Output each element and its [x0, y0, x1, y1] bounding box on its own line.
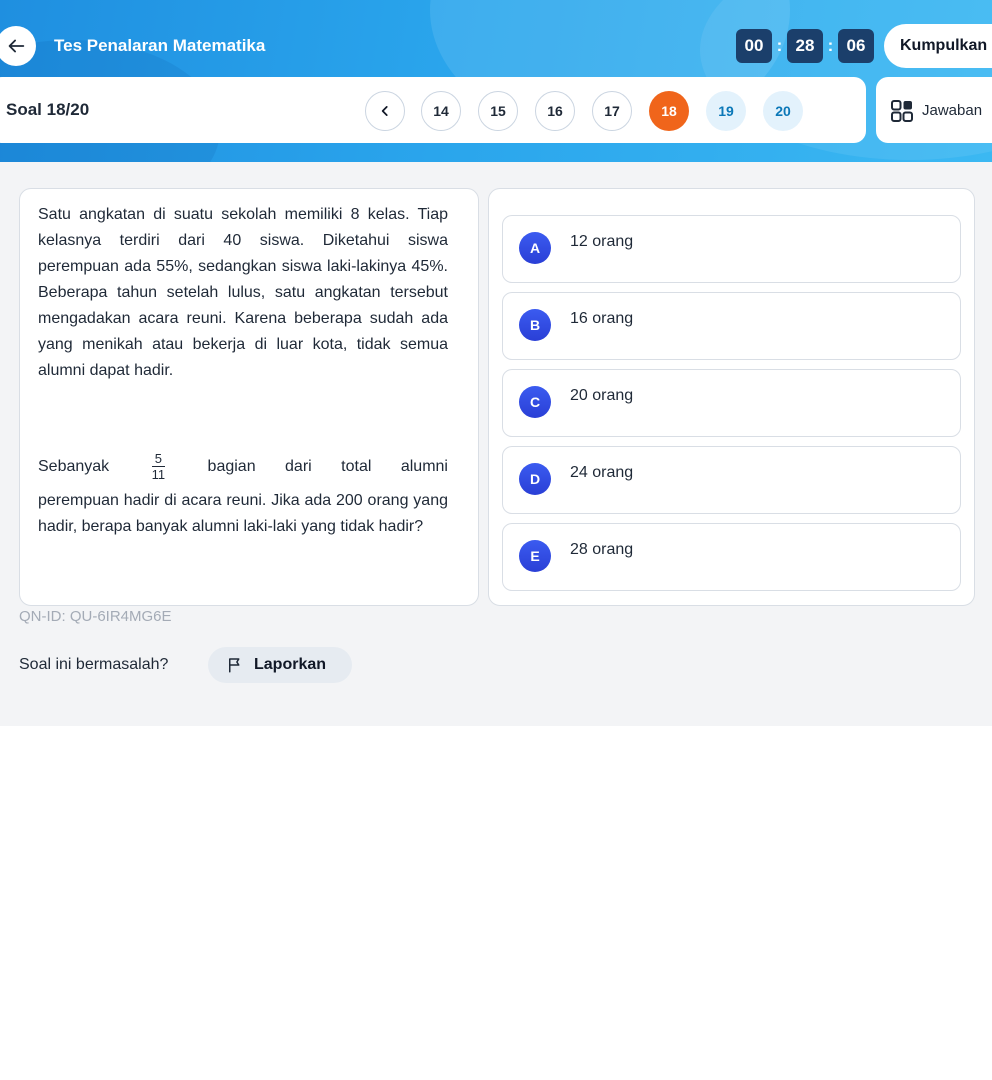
- question-paragraph-1: Satu angkatan di suatu sekolah memiliki 8 kelas. Tiap kelasnya terdiri dari 40 siswa. Diketahui siswa perempuan ada 55%, sedangkan siswa laki-lakinya 45%. Beberapa tahun setelah lulus, satu angkatan tersebut mengadakan acara reuni. Karena beberapa sudah ada yang menikah atau bekerja di luar kota, tidak semua alumni dapat hadir.: [38, 206, 448, 379]
- question-word: Sebanyak: [38, 458, 110, 475]
- arrow-left-icon: [5, 35, 27, 57]
- option-text: 12 orang: [570, 233, 634, 250]
- flag-icon: [226, 656, 244, 674]
- question-counter: Soal 18/20: [6, 100, 90, 119]
- prev-question-button[interactable]: [365, 91, 405, 131]
- fraction-denominator: 11: [151, 467, 166, 482]
- question-number-14[interactable]: 14: [421, 91, 461, 131]
- grid-icon: [890, 99, 914, 123]
- question-paragraph-2-rest: perempuan hadir di acara reuni. Jika ada 200 orang yang hadir, berapa banyak alumni laki-laki yang tidak hadir?: [38, 492, 448, 535]
- timer-seconds: 06: [838, 29, 874, 63]
- option-text: 20 orang: [570, 387, 634, 404]
- option-letter-badge: C: [519, 386, 551, 418]
- fraction-numerator: 5: [152, 452, 165, 467]
- chevron-left-icon: [378, 104, 392, 118]
- option-c[interactable]: [502, 369, 961, 437]
- report-label: Laporkan: [254, 656, 327, 673]
- option-text: 28 orang: [570, 541, 634, 558]
- timer-minutes: 28: [787, 29, 823, 63]
- countdown-timer: [736, 29, 874, 63]
- report-button[interactable]: [208, 647, 352, 683]
- option-b[interactable]: [502, 292, 961, 360]
- timer-hours: 00: [736, 29, 772, 63]
- option-text: 24 orang: [570, 464, 634, 481]
- question-word: dari: [285, 458, 312, 475]
- timer-separator: :: [827, 36, 834, 55]
- fraction: [149, 452, 169, 482]
- timer-separator: :: [776, 36, 783, 55]
- question-number-20[interactable]: 20: [763, 91, 803, 131]
- answers-label: Jawaban: [922, 102, 983, 119]
- question-number-19[interactable]: 19: [706, 91, 746, 131]
- question-paragraph-2: [38, 451, 448, 540]
- option-letter-badge: B: [519, 309, 551, 341]
- question-word: bagian: [207, 458, 256, 475]
- question-number-16[interactable]: 16: [535, 91, 575, 131]
- question-number-18-active[interactable]: 18: [649, 91, 689, 131]
- option-a[interactable]: [502, 215, 961, 283]
- question-number-17[interactable]: 17: [592, 91, 632, 131]
- report-prompt: Soal ini bermasalah?: [19, 656, 169, 673]
- question-word: total: [341, 458, 372, 475]
- submit-button[interactable]: Kumpulkan: [884, 24, 992, 68]
- option-letter-badge: D: [519, 463, 551, 495]
- option-e[interactable]: [502, 523, 961, 591]
- option-letter-badge: A: [519, 232, 551, 264]
- page-title: Tes Penalaran Matematika: [54, 36, 266, 55]
- question-word: alumni: [400, 458, 448, 475]
- question-id: QN-ID: QU-6IR4MG6E: [19, 608, 172, 625]
- option-d[interactable]: [502, 446, 961, 514]
- option-text: 16 orang: [570, 310, 634, 327]
- question-number-15[interactable]: 15: [478, 91, 518, 131]
- option-letter-badge: E: [519, 540, 551, 572]
